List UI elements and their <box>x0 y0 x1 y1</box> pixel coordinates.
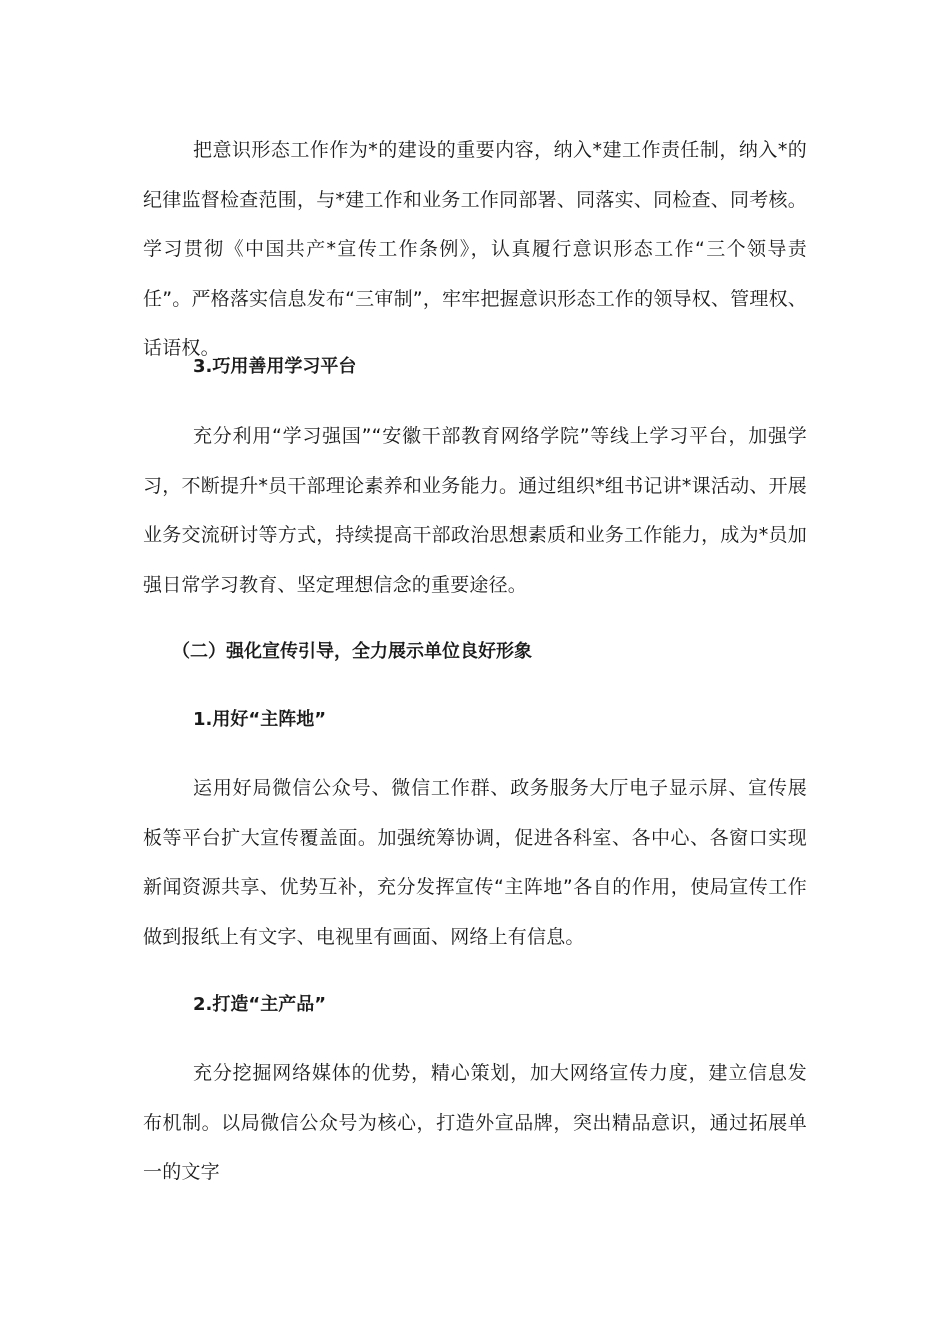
heading-learning-platform: 3.巧用善用学习平台 <box>193 356 357 377</box>
paragraph-main-product: 充分挖掘网络媒体的优势，精心策划，加大网络宣传力度，建立信息发布机制。以局微信公众号为核心，打造外宣品牌，突出精品意识，通过拓展单一的文字 <box>143 1062 807 1183</box>
heading-main-front: 1.用好“主阵地” <box>193 709 327 730</box>
paragraph-learning-platform: 充分利用“学习强国”“安徽干部教育网络学院”等线上学习平台，加强学习，不断提升*员干部理论素养和业务能力。通过组织*组书记讲*课活动、开展业务交流研讨等方式，持续提高干部政治思想素质和业务工作能力，成为*员加强日常学习教育、坚定理想信念的重要途径。 <box>143 425 807 596</box>
section-heading-publicity: （二）强化宣传引导，全力展示单位良好形象 <box>172 641 532 662</box>
heading-main-product: 2.打造“主产品” <box>193 994 327 1015</box>
paragraph-ideology-work: 把意识形态工作作为*的建设的重要内容，纳入*建工作责任制，纳入*的纪律监督检查范围，与*建工作和业务工作同部署、同落实、同检查、同考核。学习贯彻《中国共产*宣传工作条例》，认真履行意识形态工作“三个领导责任”。严格落实信息发布“三审制”，牢牢把握意识形态工作的领导权、管理权、话语权。 <box>143 139 807 359</box>
paragraph-main-front: 运用好局微信公众号、微信工作群、政务服务大厅电子显示屏、宣传展板等平台扩大宣传覆盖面。加强统筹协调，促进各科室、各中心、各窗口实现新闻资源共享、优势互补，充分发挥宣传“主阵地”各自的作用，使局宣传工作做到报纸上有文字、电视里有画面、网络上有信息。 <box>143 777 807 948</box>
